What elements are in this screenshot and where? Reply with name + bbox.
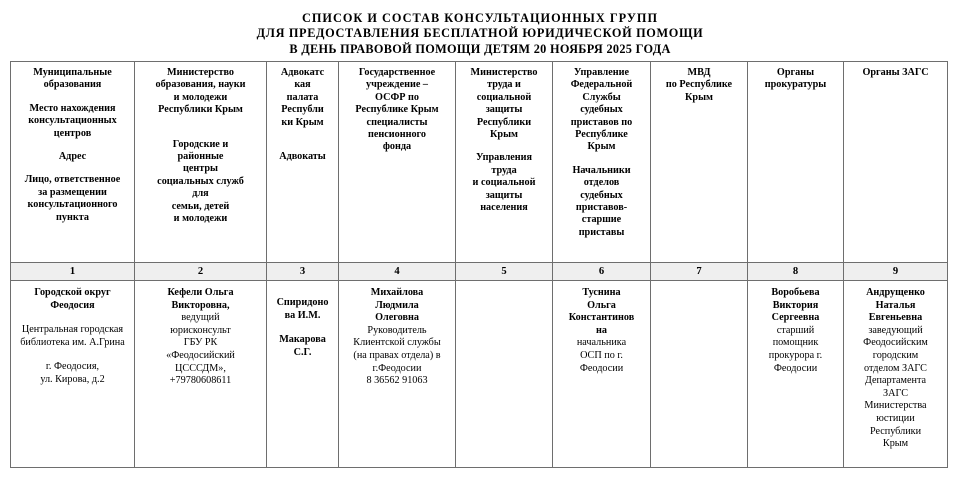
text-line: Управления	[475, 152, 533, 164]
text-spacer	[555, 154, 648, 165]
header-cell-4	[339, 62, 456, 263]
text-line: труда	[491, 164, 517, 176]
text-line: палата	[286, 91, 319, 103]
header-cell-5-text	[456, 62, 552, 214]
header-cell-8-text	[748, 62, 843, 92]
text-line: и социальной	[472, 177, 536, 189]
text-line: Адрес	[58, 151, 87, 163]
text-line: Муниципальные	[33, 67, 112, 78]
text-line: Республики Крым	[158, 104, 243, 116]
text-line: Феодосии	[773, 362, 818, 374]
text-line: ОСФР по	[375, 91, 419, 103]
text-line: Феодосийским	[863, 337, 928, 349]
text-line: консультационного	[27, 199, 118, 211]
data-cell-8	[748, 281, 844, 468]
text-line: Кефели Ольга	[167, 287, 234, 298]
text-line: защиты	[485, 104, 523, 116]
text-line: фонда	[382, 141, 412, 153]
data-cell-1-text	[11, 281, 134, 387]
text-line: Службы	[582, 91, 621, 103]
text-line: начальника	[576, 337, 627, 349]
text-line: Федеральной	[570, 79, 633, 91]
text-spacer	[13, 163, 132, 174]
text-line: Викторовна,	[171, 299, 230, 311]
header-cell-9-text	[844, 62, 947, 79]
text-line: г. Феодосия,	[45, 361, 100, 373]
column-number-4: 4	[339, 263, 456, 281]
header-cell-5	[456, 62, 553, 263]
text-spacer	[458, 141, 550, 152]
column-number-3: 3	[267, 263, 339, 281]
text-line: консультационных	[28, 115, 117, 127]
text-line: районные	[177, 151, 224, 163]
text-line: «Феодосийский	[166, 349, 235, 361]
text-line: судебных	[580, 189, 623, 201]
text-spacer	[269, 140, 336, 151]
text-line: Управление	[573, 67, 630, 78]
text-spacer	[13, 140, 132, 151]
data-cell-6-text	[553, 281, 650, 375]
data-cell-7	[651, 281, 748, 468]
data-cell-1	[11, 281, 135, 468]
text-line: Воробьева	[771, 287, 820, 298]
text-line: Органы ЗАГС	[862, 67, 929, 78]
text-spacer	[270, 287, 335, 297]
text-line: Место нахождения	[29, 102, 116, 114]
text-line: Андрущенко	[866, 287, 925, 298]
text-line: Центральная городская	[21, 324, 124, 336]
data-cell-9	[844, 281, 948, 468]
text-line: городским	[872, 349, 919, 361]
text-line: и молодежи	[173, 213, 228, 225]
column-number-6: 6	[553, 263, 651, 281]
text-spacer	[270, 322, 335, 334]
text-line: Городские и	[172, 138, 229, 150]
data-cell-4	[339, 281, 456, 468]
text-spacer	[137, 128, 264, 139]
text-line: Начальники	[572, 164, 631, 176]
header-cell-2-text	[135, 62, 266, 225]
header-cell-7	[651, 62, 748, 263]
header-cell-1	[11, 62, 135, 263]
text-line: приставов-	[575, 202, 628, 214]
text-line: Олеговна	[375, 312, 419, 324]
text-spacer	[14, 349, 131, 361]
text-line: центров	[53, 127, 92, 139]
text-line: С.Г.	[293, 346, 312, 358]
text-line: Республи	[281, 104, 324, 116]
text-line: образования, науки	[155, 79, 246, 91]
text-line: отделов	[583, 177, 620, 189]
header-cell-2	[135, 62, 267, 263]
text-line: МВД	[687, 67, 711, 78]
text-line: ГБУ РК	[183, 337, 218, 349]
text-line: Михайлова	[370, 287, 424, 298]
column-number-9: 9	[844, 263, 948, 281]
text-spacer	[137, 117, 264, 128]
text-line: приставов по	[570, 116, 633, 128]
text-line: и молодежи	[173, 91, 228, 103]
column-number-8: 8	[748, 263, 844, 281]
text-line: кая	[294, 79, 311, 91]
text-line: Министерство	[167, 67, 234, 78]
text-line: Крым	[882, 438, 909, 450]
text-line: Феодосия	[50, 299, 95, 311]
text-line: социальной	[476, 91, 532, 103]
table-row	[11, 281, 948, 468]
text-line: Феодосии	[579, 362, 624, 374]
text-line: юстиции	[876, 412, 915, 424]
text-line: труда и	[487, 79, 521, 91]
text-line: Наталья	[875, 299, 916, 311]
text-line: центры	[182, 163, 218, 175]
text-line: библиотека им. А.Грина	[20, 336, 125, 348]
text-line: по Республике	[665, 79, 733, 91]
column-number-5: 5	[456, 263, 553, 281]
page-title-line-3: В ДЕНЬ ПРАВОВОЙ ПОМОЩИ ДЕТЯМ 20 НОЯБРЯ 2025 ГОДА	[289, 41, 671, 56]
text-line: Лицо, ответственное	[24, 174, 121, 186]
text-line: 8 36562 91063	[366, 375, 428, 387]
data-cell-2-text	[135, 281, 266, 388]
data-cell-8-text	[748, 281, 843, 375]
data-cell-5	[456, 281, 553, 468]
text-line: Крым	[587, 141, 616, 153]
text-line: (на правах отдела) в	[353, 349, 441, 361]
header-cell-6-text	[553, 62, 650, 239]
text-line: юрисконсульт	[170, 324, 231, 336]
text-line: Крым	[490, 129, 518, 141]
header-cell-8	[748, 62, 844, 263]
text-line: ЦСССДМ»,	[175, 362, 226, 374]
page-title-line-2: ДЛЯ ПРЕДОСТАВЛЕНИЯ БЕСПЛАТНОЙ ЮРИДИЧЕСКОЙ ПОМОЩИ	[256, 26, 704, 41]
text-line: ва И.М.	[284, 309, 321, 321]
column-number-2: 2	[135, 263, 267, 281]
data-cell-7-text	[651, 281, 747, 287]
text-line: населения	[480, 202, 528, 214]
header-cell-6	[553, 62, 651, 263]
header-cell-7-text	[651, 62, 747, 104]
text-line: Адвокаты	[279, 151, 326, 163]
text-line: Ольга	[587, 299, 616, 311]
text-line: защиты	[485, 189, 523, 201]
text-spacer	[13, 92, 132, 103]
text-line: Евгеньевна	[868, 312, 923, 324]
text-line: ки Крым	[281, 116, 324, 128]
text-line: для	[192, 188, 209, 200]
text-line: Республики	[869, 425, 922, 437]
table-column-number-row	[11, 263, 948, 281]
text-line: заведующий	[868, 324, 923, 336]
data-cell-9-text	[844, 281, 947, 451]
text-line: приставы	[578, 226, 625, 238]
text-line: Руководитель	[367, 324, 427, 336]
text-line: Министерства	[864, 400, 927, 412]
text-line: Макарова	[279, 334, 326, 346]
text-line: на	[596, 324, 607, 336]
text-line: Органы	[776, 67, 815, 78]
text-line: образования	[43, 79, 102, 91]
text-line: старшие	[581, 214, 622, 226]
text-line: Государственное	[358, 67, 436, 78]
text-line: помощник	[772, 337, 819, 349]
text-line: г.Феодосии	[372, 362, 422, 374]
consultation-groups-table	[10, 61, 948, 468]
text-line: ведущий	[181, 312, 220, 324]
header-cell-9	[844, 62, 948, 263]
text-line: ОСП по г.	[580, 349, 623, 361]
page-title	[0, 11, 960, 57]
text-line: ул. Кирова, д.2	[40, 373, 105, 385]
column-number-7: 7	[651, 263, 748, 281]
text-line: Туснина	[582, 287, 621, 298]
text-spacer	[269, 129, 336, 140]
table-header-row	[11, 62, 948, 263]
text-line: пенсионного	[367, 129, 427, 141]
text-line: за размещении	[38, 186, 107, 198]
text-line: пункта	[56, 211, 89, 223]
text-line: ЗАГС	[882, 387, 908, 399]
text-line: Людмила	[375, 299, 419, 311]
text-line: отделом ЗАГС	[864, 362, 927, 374]
data-cell-3-text	[267, 281, 338, 359]
text-line: Сергеевна	[771, 312, 820, 324]
header-cell-1-text	[11, 62, 134, 224]
consultation-groups-table-wrapper	[10, 61, 947, 468]
text-line: судебных	[580, 104, 623, 116]
data-cell-5-text	[456, 281, 552, 287]
text-line: Крым	[685, 91, 713, 103]
text-spacer	[14, 312, 131, 324]
text-line: прокуратуры	[764, 79, 827, 91]
header-cell-4-text	[339, 62, 455, 154]
text-line: Министерство	[470, 67, 538, 78]
text-line: Республике	[575, 129, 628, 141]
text-line: Адвокатс	[280, 67, 325, 78]
text-line: Республики	[476, 116, 532, 128]
text-line: +79780608611	[169, 375, 232, 387]
page-title-line-1: СПИСОК И СОСТАВ КОНСУЛЬТАЦИОННЫХ ГРУПП	[301, 11, 659, 25]
header-cell-3-text	[267, 62, 338, 163]
text-line: Городской округ	[34, 287, 111, 298]
header-cell-3	[267, 62, 339, 263]
text-line: социальных служб	[157, 175, 244, 187]
text-line: специалисты	[366, 116, 428, 128]
text-line: Департамента	[864, 375, 927, 387]
text-line: старший	[776, 324, 815, 336]
data-cell-6	[553, 281, 651, 468]
text-line: Республике Крым	[355, 104, 439, 116]
column-number-1: 1	[11, 263, 135, 281]
data-cell-4-text	[339, 281, 455, 388]
text-line: Виктория	[772, 299, 819, 311]
text-line: Константинов	[568, 312, 635, 324]
text-line: Спиридоно	[276, 297, 329, 308]
data-cell-2	[135, 281, 267, 468]
text-line: семьи, детей	[171, 200, 230, 212]
text-line: прокурора г.	[768, 349, 823, 361]
text-line: Клиентской службы	[353, 337, 441, 349]
text-line: учреждение –	[366, 79, 428, 91]
data-cell-3	[267, 281, 339, 468]
